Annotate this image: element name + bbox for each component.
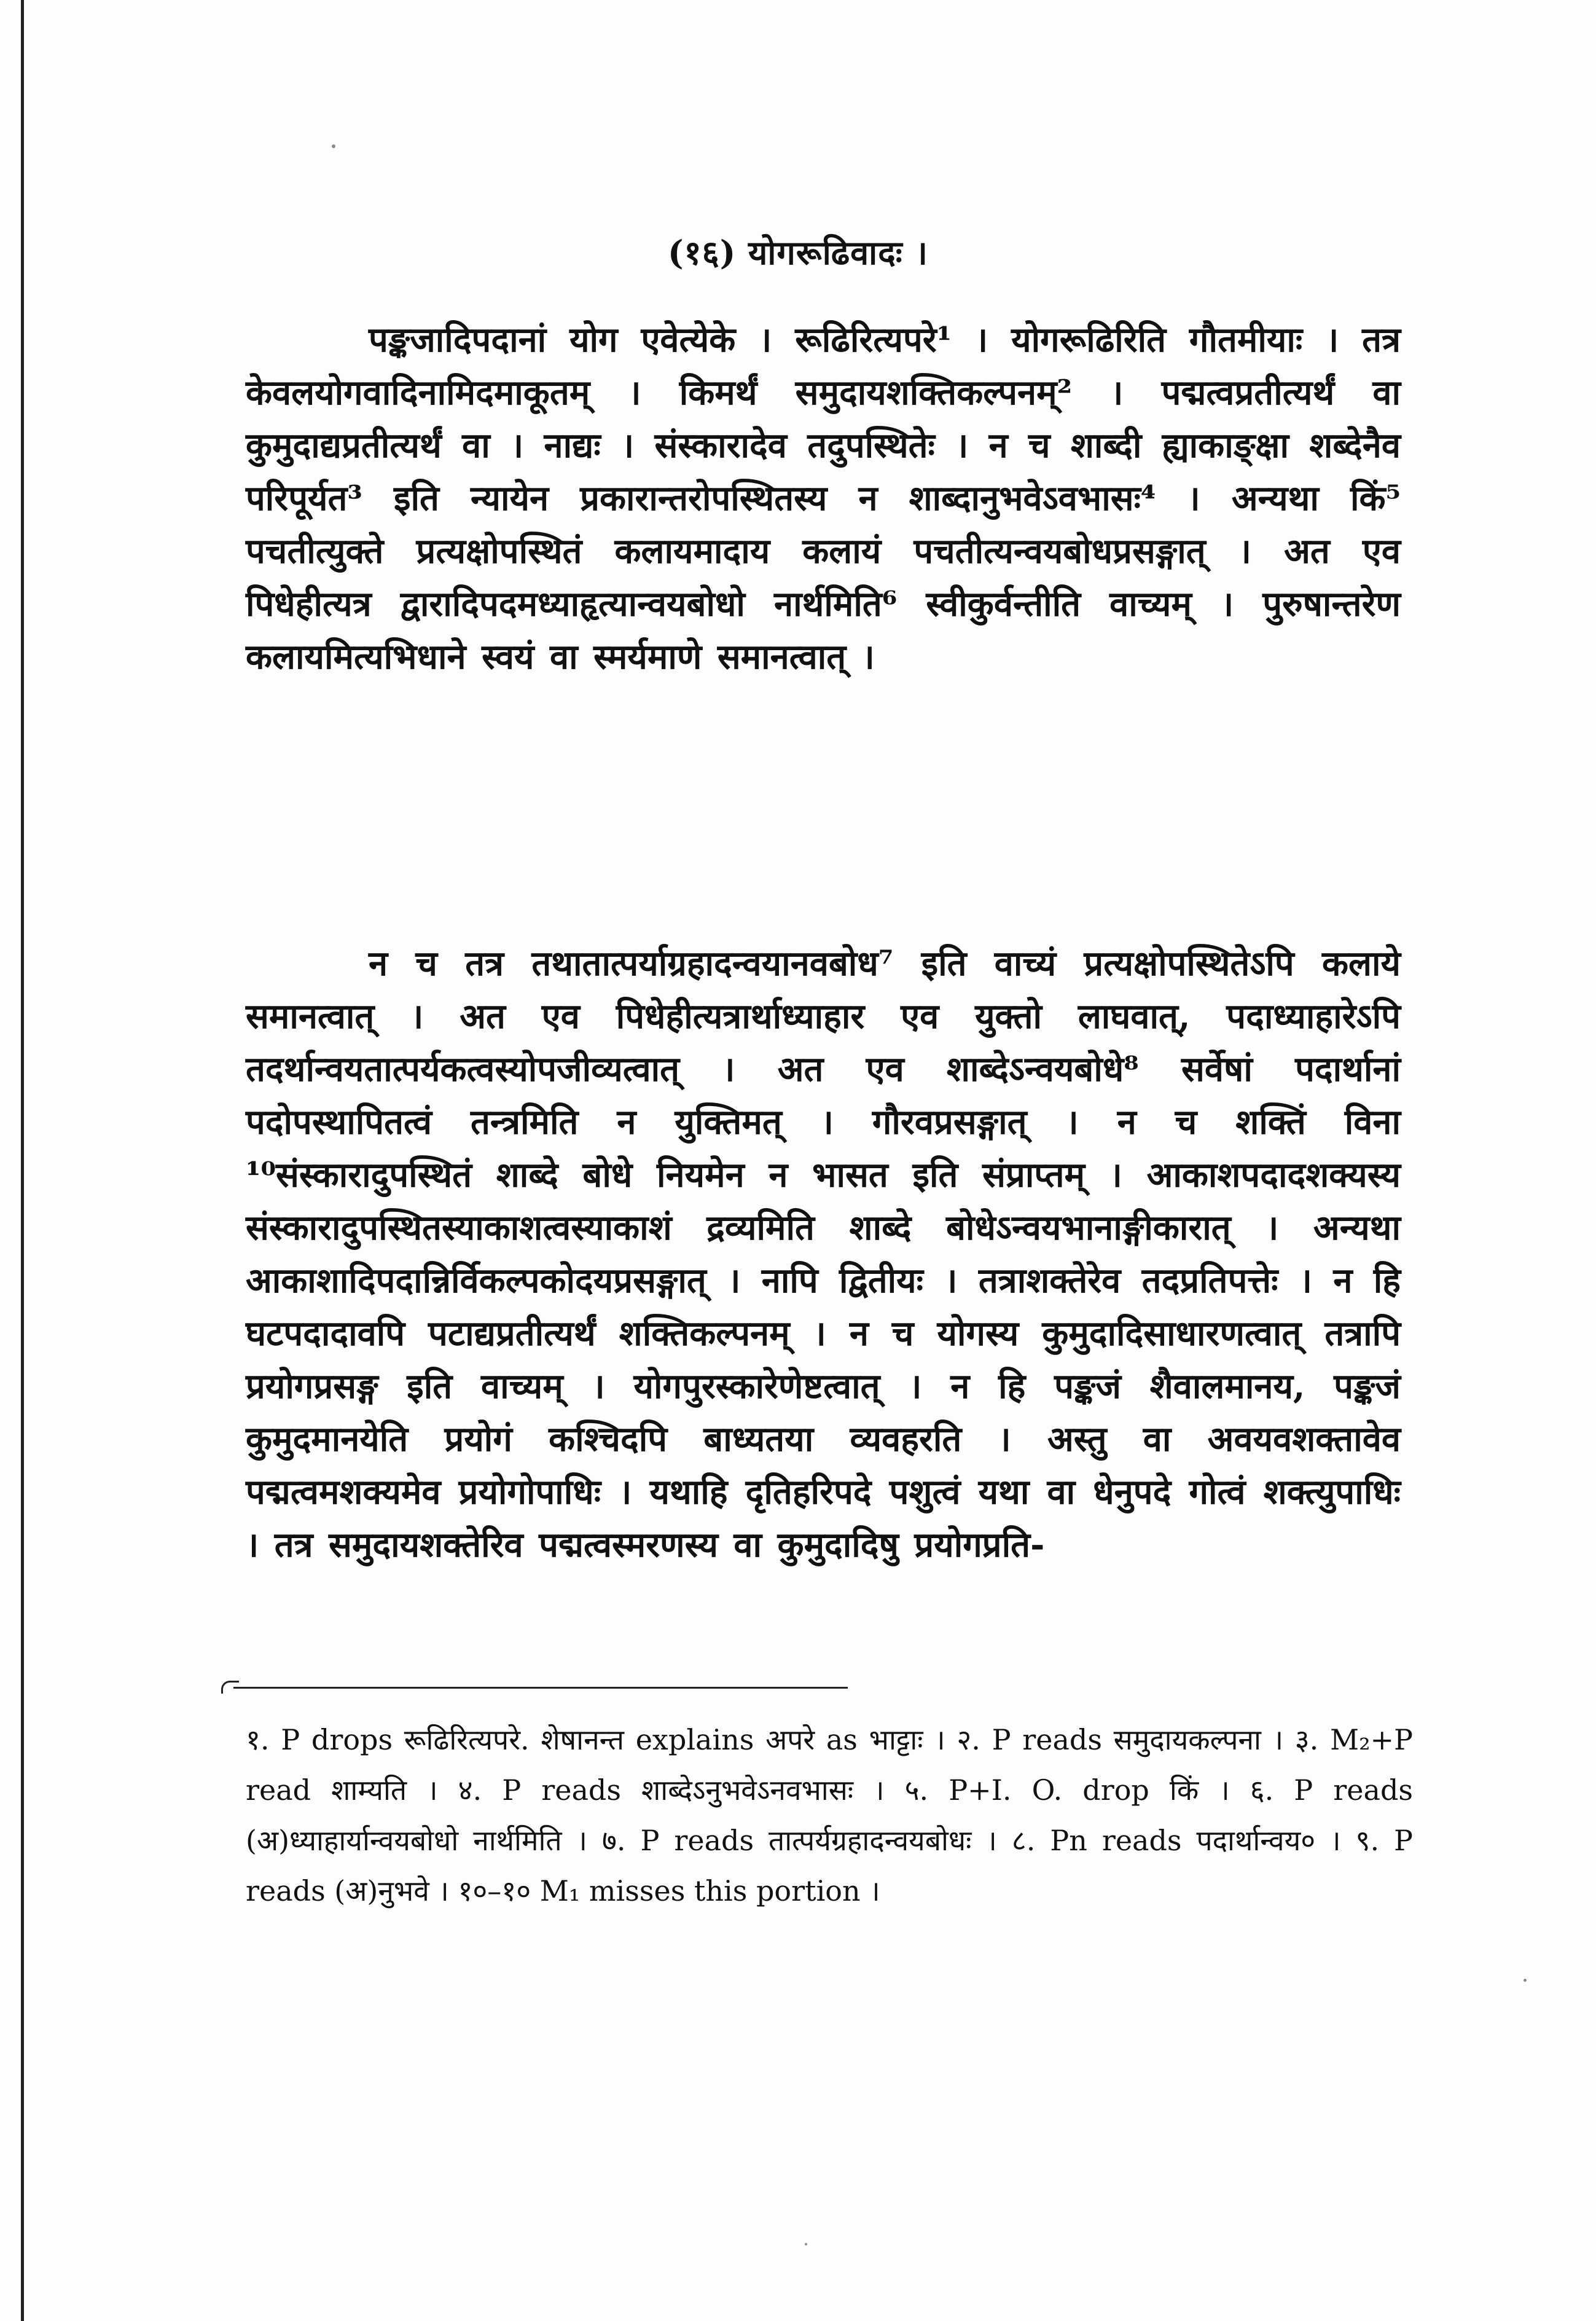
section-heading: (१६) योगरूढिवादः । — [668, 233, 928, 272]
scan-speck — [1524, 1979, 1527, 1982]
page-edge-line — [21, 0, 24, 2321]
footnotes: १. P drops रूढिरित्यपरे. शेषानन्त explains अपरे as भाट्टाः । २. P reads समुदायकल्पना । ३. M₂+P read शाम्यति । ४. P reads शाब्देऽनुभवेऽनवभासः । ५. P+I. O. drop किं । ६. P reads (अ)ध्याहार्यान्वयबोधो नार्थमिति । ७. P reads तात्पर्यग्रहादन्वयबोधः । ८. Pn reads पदार्थान्वय० । ९. P reads (अ)नुभवे । १०–१० M₁ misses this portion । — [246, 1723, 1413, 1907]
paragraph-2: न च तत्र तथातात्पर्याग्रहादन्वयानवबोध⁷ इति वाच्यं प्रत्यक्षोपस्थितेऽपि कलाये समानत्वात् । अत एव पिधेहीत्यत्रार्थाध्याहार एव युक्तो लाघवात्, पदाध्याहारेऽपि तदर्थान्वयतात्पर्यकत्वस्योपजीव्यत्वात् । अत एव शाब्देऽन्वयबोधे⁸ सर्वेषां पदार्थानां पदोपस्थापितत्वं तन्त्रमिति न युक्तिमत् । गौरवप्रसङ्गात् । न च शक्तिं विना ¹⁰संस्कारादुपस्थितं शाब्दे बोधे नियमेन न भासत इति संप्राप्तम् । आकाशपदादशक्यस्य संस्कारादुपस्थितस्याकाशत्वस्याकाशं द्रव्यमिति शाब्दे बोधेऽन्वयभानाङ्गीकारात् । अन्यथा आकाशादिपदान्निर्विकल्पकोदयप्रसङ्गात् । नापि द्वितीयः । तत्राशक्तेरेव तदप्रतिपत्तेः । न हि घटपदादावपि पटाद्यप्रतीत्यर्थं शक्तिकल्पनम् । न च योगस्य कुमुदादिसाधारणत्वात् तत्रापि प्रयोगप्रसङ्ग इति वाच्यम् । योगपुरस्कारेणेष्टत्वात् । न हि पङ्कजं शैवालमानय, पङ्कजं कुमुदमानयेति प्रयोगं कश्चिदपि बाध्यतया व्यवहरति । अस्तु वा अवयवशक्तावेव पद्मत्वमशक्यमेव प्रयोगोपाधिः । यथाहि दृतिहरिपदे पशुत्वं यथा वा धेनुपदे गोत्वं शक्त्युपाधिः । तत्र समुदायशक्तेरिव पद्मत्वस्मरणस्य वा कुमुदादिषु प्रयोगप्रति- — [246, 943, 1401, 1565]
scan-speck — [805, 2243, 807, 2245]
footnote-rule — [233, 1687, 848, 1689]
paragraph-1: पङ्कजादिपदानां योग एवेत्येके । रूढिरित्यपरे¹ । योगरूढिरिति गौतमीयाः । तत्र केवलयोगवादिनामिदमाकूतम् । किमर्थं समुदायशक्तिकल्पनम्² । पद्मत्वप्रतीत्यर्थं वा कुमुदाद्यप्रतीत्यर्थं वा । नाद्यः । संस्कारादेव तदुपस्थितेः । न च शाब्दी ह्याकाङ्क्षा शब्देनैव परिपूर्यत³ इति न्यायेन प्रकारान्तरोपस्थितस्य न शाब्दानुभवेऽवभासः⁴ । अन्यथा किं⁵ पचतीत्युक्ते प्रत्यक्षोपस्थितं कलायमादाय कलायं पचतीत्यन्वयबोधप्रसङ्गात् । अत एव पिधेहीत्यत्र द्वारादिपदमध्याहृत्यान्वयबोधो नार्थमिति⁶ स्वीकुर्वन्तीति वाच्यम् । पुरुषान्तरेण कलायमित्यभिधाने स्वयं वा स्मर्यमाणे समानत्वात् । — [246, 320, 1401, 677]
scan-speck — [332, 144, 335, 148]
